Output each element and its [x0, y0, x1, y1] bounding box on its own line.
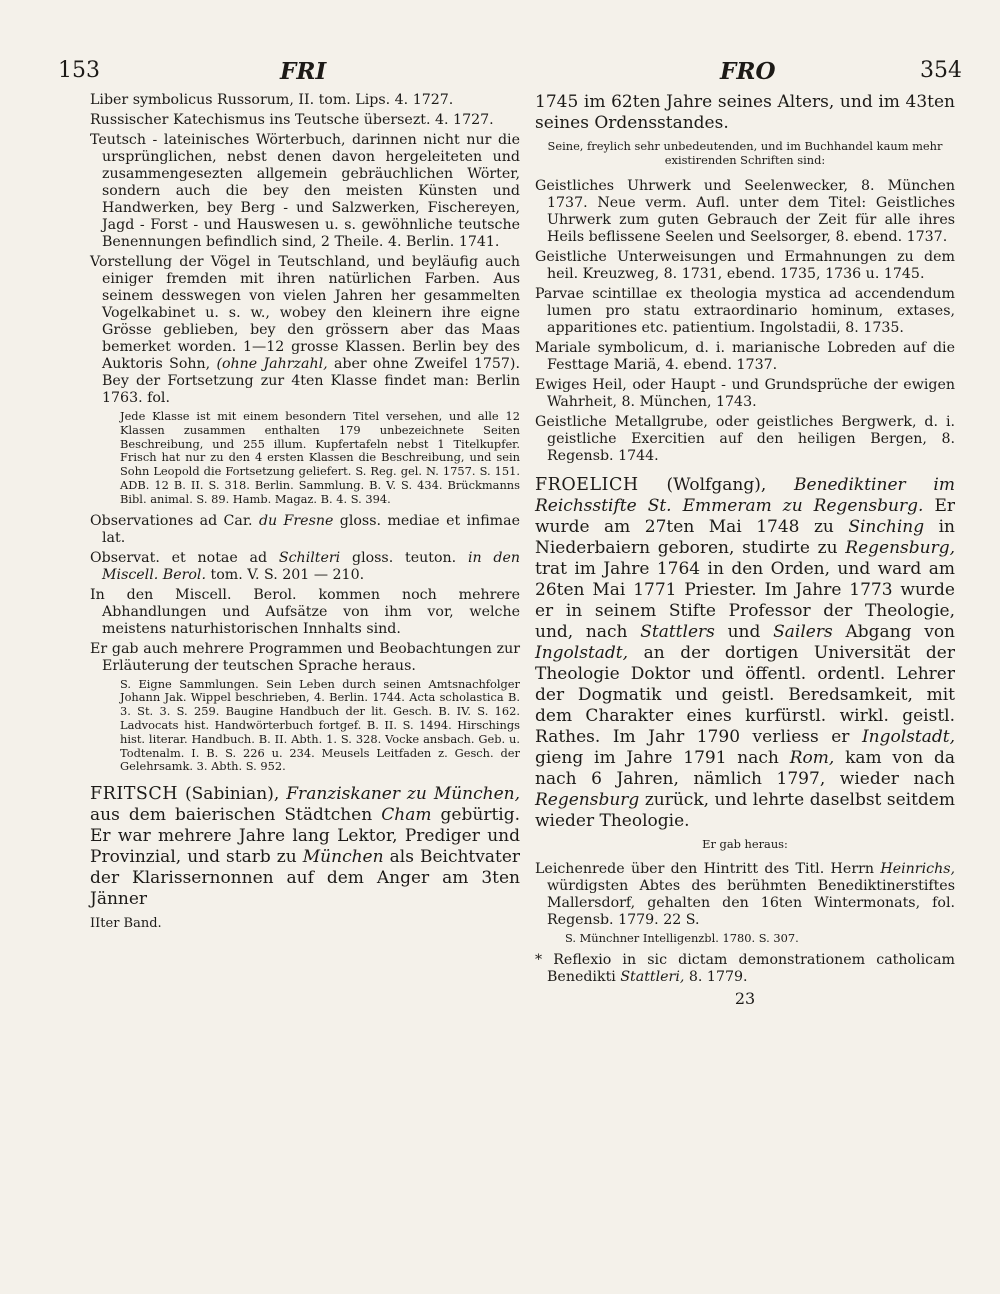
continued-text: 1745 im 62ten Jahre seines Alters, und im 43ten seines Ordensstandes. — [535, 92, 955, 133]
bibliography-entry: Geistliche Unterweisungen und Ermahnungen zu dem heil. Kreuzweg, 8. 1731, ebend. 1735, 1736 u. 1745. — [535, 248, 955, 282]
page-number-left: 153 — [58, 58, 100, 83]
section-note: Seine, freylich sehr unbedeutenden, und im Buchhandel kaum mehr existirenden Schriften sind: — [547, 139, 943, 167]
biography-froelich: FROELICH (Wolfgang), Benediktiner im Reichsstifte St. Emmeram zu Regensburg. Er wurde am 27ten Mai 1748 zu Sinching in Niederbaiern geboren, studirte zu Regensburg, trat im Jahre 1764 in den Orden, und ward am 26ten Mai 1771 Priester. Im Jahre 1773 wurde er in seinem Stifte Professor der Theologie, und, nach Stattlers und Sailers Abgang von Ingolstadt, an der dortigen Universität der Theologie Doktor und öffentl. ordentl. Lehrer der Dogmatik und geistl. Beredsamkeit, mit dem Charakter eines kurfürstl. wirkl. geistl. Rathes. Im Jahr 1790 verliess er Ingolstadt, gieng im Jahre 1791 nach Rom, kam von da nach 6 Jahren, nämlich 1797, wieder nach Regensburg zurück, und lehrte daselbst seitdem wieder Theologie. — [535, 474, 956, 831]
bibliography-entry: Mariale symbolicum, d. i. marianische Lobreden auf die Festtage Mariä, 4. ebend. 1737. — [535, 339, 955, 373]
right-column — [535, 92, 955, 1008]
footnote: Jede Klasse ist mit einem besondern Titel versehen, und alle 12 Klassen zusammen enthalten 179 unbezeichnete Seiten Beschreibung, und 255 illum. Kupfertafeln nebst 1 Titelkupfer. Frisch hat nur zu den 4 ersten Klassen die Beschreibung, und sein Sohn Leopold die Fortsetzung geliefert. S. Reg. gel. N. 1757. S. 151. ADB. 12 B. II. S. 318. Berlin. Sammlung. B. V. S. 434. Brückmanns Bibl. animal. S. 89. Hamb. Magaz. B. 4. S. 394. — [120, 409, 520, 506]
bibliography-entry: Er gab auch mehrere Programmen und Beobachtungen zur Erläuterung der teutschen Sprache heraus. — [90, 640, 520, 674]
bibliography-entry: Leichenrede über den Hintritt des Titl. Herrn Heinrichs, würdigsten Abtes des berühmten Benediktinerstiftes Mallersdorf, gehalten den 16ten Wintermonats, fol. Regensb. 1779. 22 S. — [535, 861, 955, 929]
page-number-right: 354 — [920, 58, 962, 83]
section-note: Er gab heraus: — [702, 836, 788, 851]
bibliography-entry: In den Miscell. Berol. kommen noch mehrere Abhandlungen und Aufsätze von ihm vor, welche meistens naturhistorischen Innhalts sind. — [90, 586, 520, 637]
bibliography-entry: Parvae scintillae ex theologia mystica ad accendendum lumen pro statu extraordinario hominum, extases, apparitiones etc. patientium. Ingolstadii, 8. 1735. — [535, 285, 955, 336]
signature-mark: 23 — [734, 989, 756, 1009]
bibliography-entry: Liber symbolicus Russorum, II. tom. Lips. 4. 1727. — [90, 92, 454, 108]
left-column — [90, 92, 520, 931]
bibliography-entry: Observat. et notae ad Schilteri gloss. teuton. in den Miscell. Berol. tom. V. S. 201 — 210. — [90, 549, 521, 583]
bibliography-entry: Geistliche Metallgrube, oder geistliches Bergwerk, d. i. geistliche Exercitien auf den heiligen Bergen, 8. Regensb. 1744. — [535, 413, 955, 464]
bibliography-entry: Geistliches Uhrwerk und Seelenwecker, 8. München 1737. Neue verm. Aufl. unter dem Titel: Geistliches Uhrwerk zum guten Gebrauch der Zeit für alle ihres Heils beflissene Seelen und Seelsorger, 8. ebend. 1737. — [535, 177, 955, 245]
bibliography-entry: Ewiges Heil, oder Haupt - und Grundsprüche der ewigen Wahrheit, 8. München, 1743. — [535, 376, 955, 410]
running-head-right: FRO — [720, 58, 776, 85]
running-head-left: FRI — [280, 58, 327, 85]
footnote: S. Münchner Intelligenzbl. 1780. S. 307. — [565, 931, 799, 946]
bibliography-entry: Teutsch - lateinisches Wörterbuch, darinnen nicht nur die ursprünglichen, nebst denen davon hergeleiteten und zusammengesezten allgemein gebräuchlichen Wörter, sondern auch die bey den meisten Künsten und Handwerken, bey Berg - und Salzwerken, Fischereyen, Jagd - Forst - und Hauswesen u. s. gewöhnliche teutsche Benennungen befindlich sind, 2 Theile. 4. Berlin. 1741. — [90, 132, 520, 250]
bibliography-entry: Vorstellung der Vögel in Teutschland, und beyläufig auch einiger fremden mit ihren natürlichen Farben. Aus seinem desswegen von vielen Jahren her gesammelten Vogelkabinet u. s. w., wobey den kleinern ihre eigne Grösse geblieben, bey den grössern aber das Maas bemerket worden. 1—12 grosse Klassen. Berlin bey des Auktoris Sohn, (ohne Jahrzahl, aber ohne Zweifel 1757). Bey der Fortsetzung zur 4ten Klasse findet man: Berlin 1763. fol. — [90, 254, 520, 406]
bibliography-entry: Russischer Katechismus ins Teutsche übersezt. 4. 1727. — [90, 112, 494, 128]
bibliography-entry: Observationes ad Car. du Fresne gloss. mediae et infimae lat. — [90, 512, 520, 546]
bibliography-entry: * Reflexio in sic dictam demonstrationem catholicam Benedikti Stattleri, 8. 1779. — [535, 952, 955, 986]
signature-mark: IIter Band. — [90, 916, 162, 932]
biography-fritsch: FRITSCH (Sabinian), Franziskaner zu München, aus dem baierischen Städtchen Cham gebürtig. Er war mehrere Jahre lang Lektor, Prediger und Provinzial, und starb zu München als Beichtvater der Klarissernonnen auf dem Anger am 3ten Jänner — [90, 784, 521, 910]
footnote: S. Eigne Sammlungen. Sein Leben durch seinen Amtsnachfolger Johann Jak. Wippel beschrieben, 4. Berlin. 1744. Acta scholastica B. 3. St. 3. S. 259. Baugine Handbuch der lit. Gesch. B. IV. S. 162. Ladvocats hist. Handwörterbuch fortgef. B. II. S. 1494. Hirschings hist. literar. Handbuch. B. II. Abth. 1. S. 328. Vocke ansbach. Geb. u. Todtenalm. I. B. S. 226 u. 234. Meusels Leitfaden z. Gesch. der Gelehrsamk. 3. Abth. S. 952. — [120, 676, 520, 774]
